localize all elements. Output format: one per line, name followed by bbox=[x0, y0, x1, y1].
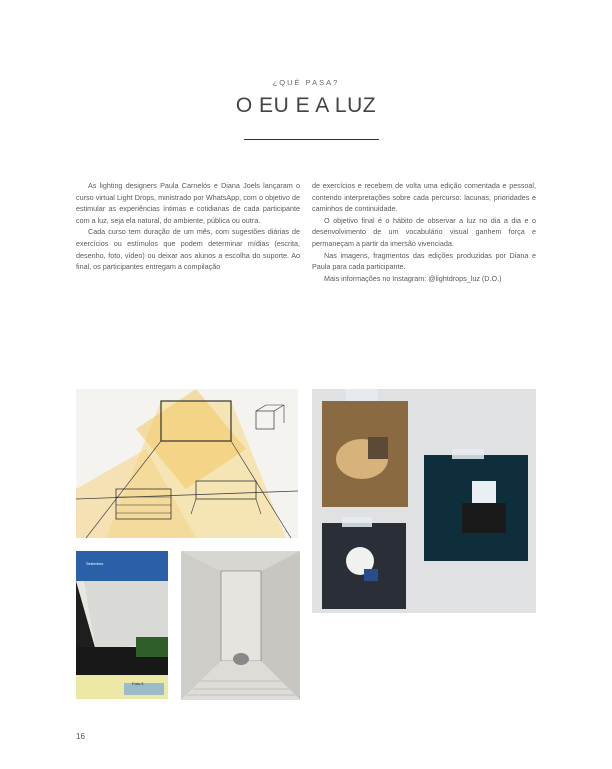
corridor-drawing-image bbox=[181, 551, 300, 700]
section-kicker: ¿QUÉ PASA? bbox=[272, 78, 340, 87]
collage-label: Setembro bbox=[86, 561, 104, 566]
paragraph: Nas imagens, fragmentos das edições produzidas por Diana e Paula para cada participante. bbox=[312, 250, 536, 272]
collage-image bbox=[76, 551, 168, 699]
article-column-left bbox=[76, 180, 300, 273]
page-number: 16 bbox=[76, 732, 85, 741]
paragraph: O objetivo final é o hábito de observar a luz no dia a dia e o desenvolvimento de um vocabulário visual ganhem força e permaneçam a partir da imersão vivenciada. bbox=[312, 215, 536, 248]
title-rule bbox=[244, 139, 379, 140]
light-drawing-image bbox=[76, 389, 298, 538]
paragraph: Mais informações no Instagram: @lightdrops_luz (D.O.) bbox=[324, 273, 502, 283]
pinned-photos-image bbox=[312, 389, 536, 613]
paragraph: Cada curso tem duração de um mês, com sugestões diárias de exercícios ou estímulos que podem determinar mídias (escrita, desenho, foto, vídeo) ou deixar aos alunos a escolha do suporte. Ao final, os participantes entregam a compilação bbox=[76, 227, 300, 272]
article-column-right bbox=[312, 180, 536, 284]
collage-label: Foto 3 bbox=[132, 681, 144, 686]
paragraph: de exercícios e recebem de volta uma edição comentada e pessoal, contendo interpretações sobre cada percurso: lacunas, prioridades e caminhos de continuidade. bbox=[312, 181, 536, 214]
page-title: O EU E A LUZ bbox=[235, 94, 377, 117]
paragraph: As lighting designers Paula Carnelós e Diana Joels lançaram o curso virtual Light Drops, ministrado por WhatsApp, com o objetivo de estimular as experiências íntimas e cotidianas de cada participante com a luz, seja ela natural, do ambiente, pública ou outra. bbox=[76, 181, 300, 225]
